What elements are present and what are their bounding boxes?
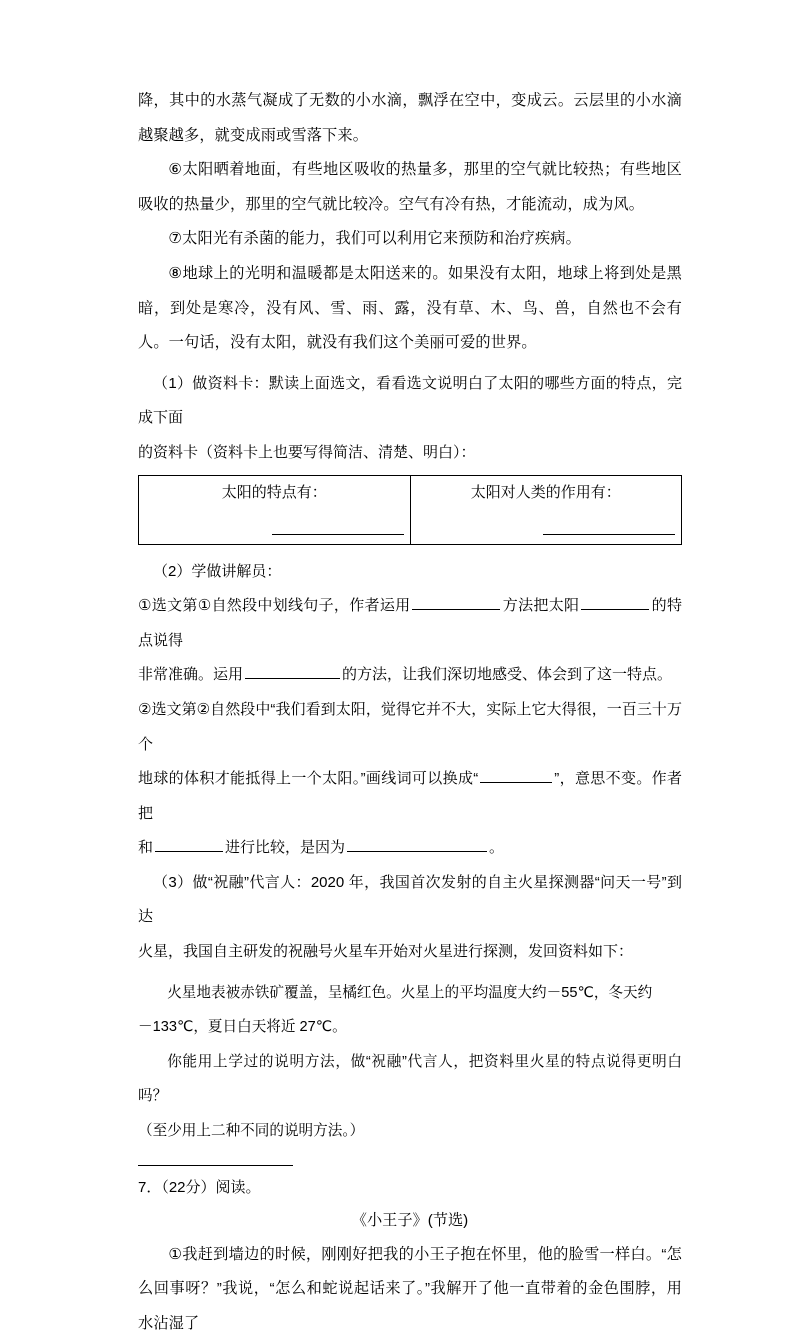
resource-card-cell-uses[interactable] [410, 475, 682, 544]
question-6-2-item-2-line-2 [138, 762, 682, 831]
resource-card-header-features: 太阳的特点有： [221, 483, 327, 501]
item-1-segment-d: 非常准确。运用 [138, 666, 244, 684]
passage-continued-paragraph: 降，其中的水蒸气凝成了无数的小水滴，飘浮在空中，变成云。云层里的小水滴越聚越多，就变成雨或雪落下来。 [138, 92, 682, 144]
question-6-2-item-1 [138, 589, 682, 658]
question-6-3-task-line-1: 你能用上学过的说明方法，做“祝融”代言人，把资料里火星的特点说得更明白吗？ [138, 1053, 682, 1105]
passage-paragraph-7: ⑦太阳光有杀菌的能力，我们可以利用它来预防和治疗疾病。 [168, 230, 581, 248]
question-6-3-task-line-2: （至少用上二种不同的说明方法。） [138, 1123, 365, 1140]
item-1-segment-c: 的特点说得 [138, 597, 682, 649]
question-7-number: 7．（22分）阅读。 [138, 1178, 261, 1196]
item-2-segment-c: ”，意思不变。作者把 [138, 770, 683, 822]
item-1-segment-a: ①选文第①自然段中划线句子，作者运用 [138, 597, 411, 615]
mars-data-line-1: 火星地表被赤铁矿覆盖，呈橘红色。火星上的平均温度大约－55℃，冬天约 [167, 984, 653, 1001]
question-6-3-prompt-line-2: 火星，我国自主研发的祝融号火星车开始对火星进行探测，发回资料如下： [138, 943, 634, 961]
page-content [138, 84, 682, 1341]
question-6-2-item-2-line-3 [138, 831, 682, 866]
resource-card-header-uses: 太阳对人类的作用有： [470, 483, 621, 501]
question-6-3-prompt-line-1: （3）做“祝融”代言人：2020 年，我国首次发射的自主火星探测器“问天一号”到达 [138, 873, 682, 926]
answer-blank-feature-1[interactable] [581, 594, 649, 610]
resource-card-table [138, 475, 682, 545]
answer-blank-method-1[interactable] [412, 594, 500, 610]
mars-data-line-2: －133℃，夏日白天将近 27℃。 [138, 1019, 347, 1036]
item-1-segment-e: 的方法，让我们深切地感受、体会到了这一特点。 [342, 666, 673, 684]
answer-blank-substitute-word[interactable] [480, 767, 552, 783]
answer-blank-features[interactable] [272, 533, 404, 535]
item-2-segment-d: 和 [138, 839, 154, 857]
item-2-segment-b: 地球的体积才能抵得上一个太阳。”画线词可以换成“ [138, 770, 479, 788]
answer-blank-comparison-object[interactable] [155, 836, 223, 852]
question-6-2-item-1-cont [138, 658, 682, 693]
item-1-segment-b: 方法把太阳 [502, 597, 580, 615]
answer-blank-reason[interactable] [347, 836, 487, 852]
question-6-1-prompt-line-2: 的资料卡（资料卡上也要写得简洁、清楚、明白）： [138, 443, 476, 461]
passage-paragraph-6: ⑥太阳晒着地面，有些地区吸收的热量多，那里的空气就比较热；有些地区吸收的热量少，那里的空气就比较冷。空气有冷有热，才能流动，成为风。 [138, 161, 682, 213]
resource-card-cell-features[interactable] [139, 475, 411, 544]
table-row [139, 475, 682, 544]
item-2-segment-f: 。 [489, 839, 505, 857]
question-6-1-prompt-line-1: （1）做资料卡：默读上面选文，看看选文说明白了太阳的哪些方面的特点，完成下面 [138, 374, 682, 427]
question-6-2-heading: （2）学做讲解员： [153, 562, 282, 580]
answer-blank-method-2[interactable] [245, 663, 340, 679]
section-divider [138, 1165, 293, 1166]
question-7-paragraph-1: ①我赶到墙边的时候，刚刚好把我的小王子抱在怀里，他的脸雪一样白。“怎么回事呀？”我说，“怎么和蛇说起话来了。”我解开了他一直带着的金色围脖，用水沾湿了 [138, 1245, 682, 1332]
passage-paragraph-8: ⑧地球上的光明和温暖都是太阳送来的。如果没有太阳，地球上将到处是黑暗，到处是寒冷，没有风、雪、雨、露，没有草、木、鸟、兽，自然也不会有人。一句话，没有太阳，就没有我们这个美丽可爱的世界。 [138, 264, 682, 352]
answer-blank-uses[interactable] [543, 533, 675, 535]
question-6-2-item-2-line-1: ②选文第②自然段中“我们看到太阳，觉得它并不大，实际上它大得很，一百三十万个 [138, 700, 682, 753]
excerpt-title: 《小王子》(节选) [351, 1211, 469, 1229]
item-2-segment-e: 进行比较，是因为 [225, 839, 346, 857]
